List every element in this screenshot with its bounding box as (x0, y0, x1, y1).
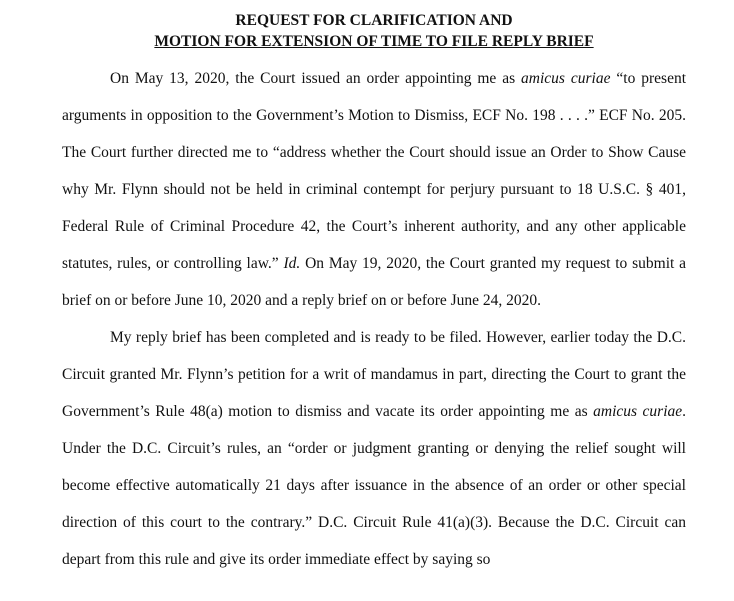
paragraph-1-italic-amicus: amicus curiae (521, 70, 611, 87)
document-heading (62, 10, 686, 52)
paragraph-1-italic-id: Id. (283, 255, 301, 272)
paragraph-2-text-a: My reply brief has been completed and is ready to be filed. However, earlier today the D.C. Circuit granted Mr. Flynn’s petition for a writ of mandamus in part, directing the Court to grant the Government’s Rule 48(a) motion to dismiss and vacate its order appointing me as (62, 329, 686, 420)
paragraph-2-italic-amicus: amicus curiae (593, 403, 683, 420)
paragraph-2-text-c: . Under the D.C. Circuit’s rules, an “order or judgment granting or denying the relief sought will become effective automatically 21 days after issuance in the absence of an order or other special direction of this court to the contrary.” D.C. Circuit Rule 41(a)(3). Because the D.C. Circuit can depart from this rule and give its order immediate effect by saying so (62, 403, 687, 568)
heading-line-2: MOTION FOR EXTENSION OF TIME TO FILE REPLY BRIEF (154, 33, 594, 50)
paragraph-1-text-e: On May 19, 2020, the Court granted my request to submit a brief on or before June 10, 2020 and a reply brief on or before June 24, 2020. (62, 255, 686, 309)
paragraph-2 (62, 319, 686, 578)
paragraph-1-text-c: “to present arguments in opposition to the Government’s Motion to Dismiss, ECF No. 198 . . . .” ECF No. 205. The Court further directed me to “address whether the Court should issue an Order to Show Cause why Mr. Flynn should not be held in criminal contempt for perjury pursuant to 18 U.S.C. § 401, Federal Rule of Criminal Procedure 42, the Court’s inherent authority, and any other applicable statutes, rules, or controlling law.” (62, 70, 687, 272)
heading-line-1: REQUEST FOR CLARIFICATION AND (235, 12, 513, 29)
paragraph-1-text-a: On May 13, 2020, the Court issued an order appointing me as (110, 70, 522, 87)
paragraph-1 (62, 60, 686, 319)
